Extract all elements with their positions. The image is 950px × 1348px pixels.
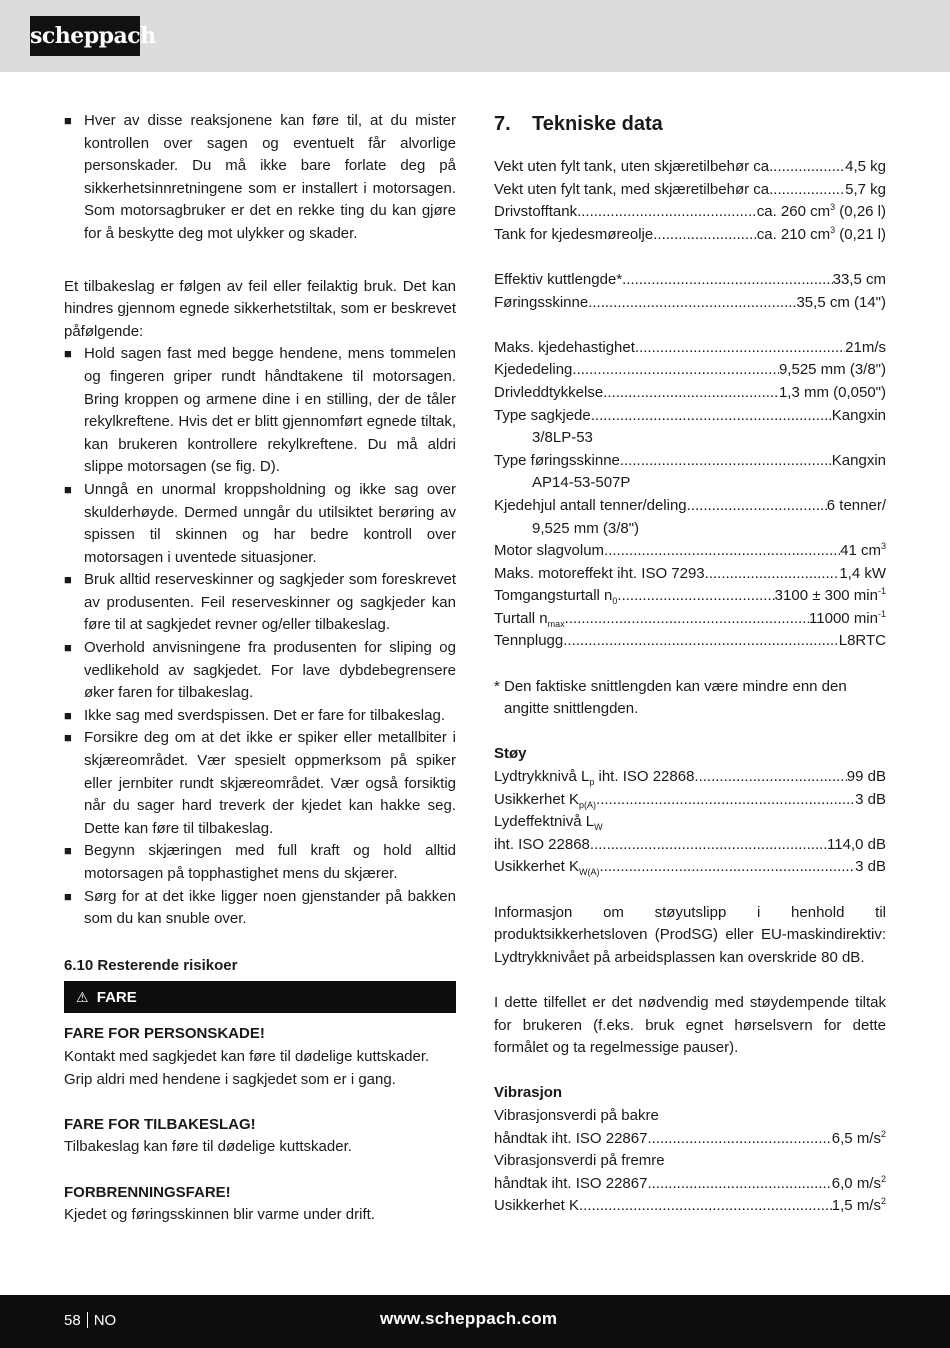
spec-row — [494, 269, 886, 292]
intro-paragraph: Et tilbakeslag er følgen av feil eller feilaktig bruk. Det kan hindres gjennom egnede sikkerhetstiltak, som er beskrevet påfølgende: — [64, 277, 456, 340]
spec-value-sup: 2 — [880, 1128, 886, 1139]
spec-row — [494, 337, 886, 360]
spec-row — [494, 224, 886, 247]
spec-row — [494, 608, 886, 631]
noise-list — [494, 766, 886, 879]
leader-dots — [565, 608, 809, 631]
spec-label — [494, 540, 604, 563]
spec-label — [494, 450, 620, 473]
spec-label-text: Turtall n — [494, 609, 548, 627]
leader-dots — [590, 834, 827, 857]
spec-value — [796, 292, 886, 315]
spec-value-text: 11000 min — [809, 609, 878, 627]
leader-dots — [596, 789, 855, 812]
spec-label — [494, 630, 563, 653]
spec-value-tail: (0,21 l) — [835, 225, 886, 243]
spec-label — [494, 608, 565, 631]
spec-row — [494, 382, 886, 405]
website-link[interactable]: www.scheppach.com — [380, 1309, 558, 1328]
spec-value-sup: 2 — [880, 1173, 886, 1184]
spec-value — [827, 495, 886, 518]
spec-label — [494, 382, 603, 405]
spec-label — [494, 563, 705, 586]
brand-logo: scheppach — [30, 16, 140, 56]
spec-label-text: håndtak iht. ISO 22867 — [494, 1129, 648, 1147]
spec-value-text: Kangxin — [831, 451, 886, 469]
list-item-text: Overhold anvisningene fra produsenten for sliping og vedlikehold av sagkjedet. For lave dybdebegrensere øker faren for tilbakeslag. — [84, 639, 456, 702]
spec-label-text: Vibrasjonsverdi på bakre — [494, 1106, 659, 1124]
spec-value-text: L8RTC — [838, 632, 886, 650]
spec-label — [494, 1173, 647, 1196]
spec-row — [494, 495, 886, 518]
leader-dots — [694, 766, 846, 789]
section-title — [494, 110, 886, 138]
left-column — [64, 110, 456, 1227]
right-column — [494, 110, 886, 1218]
hazard-text: Kontakt med sagkjedet kan føre til dødelige kuttskader. Grip aldri med hendene i sagkjedet som er i gang. — [64, 1047, 430, 1088]
spec-row — [494, 766, 886, 789]
spec-value — [840, 540, 886, 563]
bullet-square-icon: ■ — [64, 572, 72, 588]
leader-dots — [579, 1195, 832, 1218]
spec-label-sub: max — [547, 618, 565, 629]
list-item — [64, 886, 456, 931]
hazard-list — [64, 1023, 456, 1226]
spec-row — [494, 1150, 886, 1173]
spec-value-text: 5,7 kg — [845, 180, 886, 198]
hazard-text: Kjedet og føringsskinnen blir varme under drift. — [64, 1206, 375, 1224]
spec-label-text: Lydtrykknivå L — [494, 768, 590, 786]
spec-row — [494, 1128, 886, 1151]
header-bar — [0, 0, 950, 72]
spec-list-lengths — [494, 269, 886, 314]
spec-label — [494, 179, 769, 202]
spec-label — [494, 811, 603, 834]
spec-label-sub: W — [594, 822, 603, 833]
spec-label-text: iht. ISO 22868 — [494, 835, 590, 853]
spec-row — [494, 630, 886, 653]
spec-value-sup: -1 — [877, 608, 886, 619]
spec-label — [494, 1195, 579, 1218]
section-heading: 6.10 Resterende risikoer — [64, 956, 238, 974]
spec-value — [832, 1173, 886, 1196]
spec-row — [494, 1195, 886, 1218]
spec-value-text: 3 dB — [855, 790, 886, 808]
list-item — [64, 705, 456, 728]
footer-bar — [0, 1295, 950, 1348]
spec-value-sup: 3 — [880, 541, 886, 552]
spec-label-text: Vibrasjonsverdi på fremre — [494, 1152, 665, 1170]
spec-label-text: Effektiv kuttlengde* — [494, 270, 623, 288]
spec-value-text: 114,0 dB — [827, 835, 886, 853]
leader-dots — [687, 495, 827, 518]
spec-label-sub: p(A) — [579, 799, 597, 810]
spec-label-text: Usikkerhet K — [494, 858, 580, 876]
bullet-square-icon: ■ — [64, 888, 72, 904]
spec-label — [494, 269, 622, 292]
spec-value-text: 6,5 m/s — [831, 1129, 881, 1147]
spec-row — [494, 156, 886, 179]
list-item-text: Forsikre deg om at det ikke er spiker eller metallbiter i skjæreområdet. Vær spesielt oppmerksom på spiker eller jernbiter rundt skjæreområdet. Vær også forsiktig når du sager hard treverk der kjedet kan hakke seg. Dette kan føre til tilbakeslag. — [84, 729, 456, 837]
leader-dots — [563, 630, 839, 653]
spec-continuation: 3/8LP-53 — [532, 429, 593, 447]
spec-value-text: 6 tenner/ — [826, 496, 886, 514]
spec-label — [494, 359, 572, 382]
list-item-text: Begynn skjæringen med full kraft og hold alltid motorsagen på topphastighet mens du skjærer. — [84, 842, 456, 882]
spec-value-text: 1,4 kW — [839, 564, 886, 582]
spec-value-text: 6,0 m/s — [831, 1174, 881, 1192]
spec-label-text: Usikkerhet K — [494, 1197, 580, 1215]
spec-list-drive — [494, 337, 886, 653]
spec-value-text: 21m/s — [845, 338, 886, 356]
spec-continuation: AP14-53-507P — [532, 474, 631, 492]
leader-dots — [647, 1173, 831, 1196]
page-indicator — [64, 1310, 116, 1333]
spec-value — [832, 405, 886, 428]
leader-dots — [620, 450, 832, 473]
list-item — [64, 637, 456, 705]
spec-label-text: håndtak iht. ISO 22867 — [494, 1174, 648, 1192]
list-item — [64, 343, 456, 479]
spec-value-text: 3100 ± 300 min — [774, 587, 878, 605]
leader-dots — [769, 156, 845, 179]
spec-value — [839, 630, 886, 653]
spec-label — [494, 1105, 659, 1128]
hazard-text: Tilbakeslag kan føre til dødelige kuttskader. — [64, 1138, 352, 1156]
danger-banner — [64, 981, 456, 1013]
spec-label — [494, 495, 687, 518]
spec-value-sup: -1 — [877, 586, 886, 597]
spec-label-text: Drivstofftank — [494, 203, 578, 221]
hazard-title: FARE FOR PERSONSKADE! — [64, 1025, 265, 1043]
spec-value-text: 41 cm — [840, 542, 881, 560]
spec-label-text: Føringsskinne — [494, 293, 589, 311]
spec-value — [855, 789, 886, 812]
bullet-square-icon: ■ — [64, 843, 72, 859]
leader-dots — [591, 405, 832, 428]
spacer — [64, 1091, 456, 1114]
spec-row — [494, 856, 886, 879]
spec-label-text: Kjededeling — [494, 361, 573, 379]
spec-label — [494, 585, 617, 608]
section-number: 7. — [494, 113, 511, 135]
spec-label-text: Type føringsskinne — [494, 451, 620, 469]
spec-label — [494, 201, 577, 224]
spec-row — [494, 405, 886, 428]
spec-value — [757, 201, 886, 224]
spec-label-text: Usikkerhet K — [494, 790, 580, 808]
spec-value-text: ca. 210 cm — [756, 225, 831, 243]
spec-label — [494, 856, 600, 879]
spec-value-sup: 3 — [830, 224, 836, 235]
spec-label — [494, 1128, 647, 1151]
spec-value-text: 33,5 cm — [832, 270, 886, 288]
spec-label-text: Motor slagvolum — [494, 542, 605, 560]
spec-value — [845, 156, 886, 179]
bullet-square-icon: ■ — [64, 113, 72, 128]
list-item-text: Hold sagen fast med begge hendene, mens tommelen og fingeren griper rundt håndtakene til motorsagen. Bring kroppen og armene dine i en stilling, der de tåler rekylkreftene. Hvis det er blitt gjennomført egnede tiltak, kan brukeren kontrollere rekylkreftene. Du må aldri slippe motorsagen (se fig. D). — [84, 345, 456, 476]
leader-dots — [600, 856, 856, 879]
spec-row — [494, 201, 886, 224]
list-item — [64, 110, 456, 246]
spec-value-text: 35,5 cm (14") — [796, 293, 886, 311]
spec-row — [494, 292, 886, 315]
spec-row — [494, 1105, 886, 1128]
spec-value-text: 3 dB — [855, 858, 886, 876]
spec-continuation: 9,525 mm (3/8") — [532, 519, 640, 537]
list-item — [64, 840, 456, 885]
spec-value — [847, 766, 886, 789]
spec-value-text: 1,3 mm (0,050") — [778, 383, 886, 401]
separator — [87, 1312, 88, 1328]
page-number: 58 — [64, 1312, 81, 1329]
spec-value-text: Kangxin — [831, 406, 886, 424]
spec-label-text: Drivleddtykkelse — [494, 383, 604, 401]
noise-info-2: I dette tilfellet er det nødvendig med støydempende tiltak for brukeren (f.eks. bruk egnet hørselsvern for dette formålet og ta regelmessige pauser). — [494, 993, 886, 1057]
spec-value — [809, 608, 886, 631]
leader-dots — [617, 585, 774, 608]
spec-label-text: Tennplugg — [494, 632, 564, 650]
section-title-text: Tekniske data — [532, 113, 663, 135]
warning-triangle-icon: ⚠ — [76, 989, 89, 1006]
spec-value — [779, 359, 886, 382]
spacer — [64, 1159, 456, 1182]
language-code: NO — [93, 1312, 117, 1329]
vibration-list — [494, 1105, 886, 1218]
spec-value-text: ca. 260 cm — [756, 203, 831, 221]
spec-value-text: 9,525 mm (3/8") — [778, 361, 886, 379]
leader-dots — [577, 201, 757, 224]
spec-value-tail: (0,26 l) — [835, 203, 886, 221]
spec-label-text: Lydeffektnivå L — [494, 813, 595, 831]
spec-value-text: 99 dB — [846, 768, 886, 786]
spec-row — [494, 540, 886, 563]
spec-label-text: Vekt uten fylt tank, uten skjæretilbehør ca — [494, 158, 770, 175]
spec-value — [832, 450, 886, 473]
spec-label — [494, 405, 591, 428]
spec-label-text: Maks. kjedehastighet — [494, 338, 635, 356]
list-item-text: Unngå en unormal kroppsholdning og ikke sag over skulderhøyde. Dermed unngår du utilsiktet berøring av spissen til skinnen og har bedre kontroll over motorsagen i uventede situasjoner. — [84, 480, 456, 566]
leader-dots — [635, 337, 845, 360]
spec-value-text: 4,5 kg — [845, 158, 886, 175]
spec-label — [494, 292, 588, 315]
leader-dots — [647, 1128, 831, 1151]
spec-row — [494, 811, 886, 834]
list-item-text: Sørg for at det ikke ligger noen gjenstander på bakken som du kan snuble over. — [84, 887, 456, 928]
noise-heading: Støy — [494, 745, 527, 763]
spec-row — [494, 789, 886, 812]
spec-value — [827, 834, 886, 857]
spec-value-sup: 3 — [830, 202, 836, 213]
spec-label — [494, 834, 590, 857]
spec-label-text2: iht. ISO 22868 — [594, 768, 695, 786]
leader-dots — [705, 563, 840, 586]
bullet-square-icon: ■ — [64, 481, 72, 497]
spec-row — [494, 359, 886, 382]
bullet-square-icon: ■ — [64, 707, 72, 723]
bullet-square-icon: ■ — [64, 346, 72, 362]
vibration-heading: Vibrasjon — [494, 1084, 563, 1102]
spec-value — [845, 179, 886, 202]
footnote: * Den faktiske snittlengden kan være mindre enn den angitte snittlengden. — [494, 677, 847, 718]
spec-row — [494, 834, 886, 857]
spec-label-sub: 0 — [612, 596, 618, 607]
leader-dots — [603, 382, 779, 405]
spec-value — [839, 563, 886, 586]
list-item — [64, 727, 456, 840]
spec-value — [775, 585, 886, 608]
spec-value — [855, 856, 886, 879]
spec-row — [494, 563, 886, 586]
spec-value — [833, 269, 886, 292]
leader-dots — [604, 540, 840, 563]
bullet-square-icon: ■ — [64, 730, 72, 746]
leader-dots — [653, 224, 757, 247]
list-item-text: Hver av disse reaksjonene kan føre til, at du mister kontrollen over sagen og eventuelt får alvorlige personskader. Du må ikke bare forlate deg på sikkerhetsinnretningene som er installert i motorsagen. Som motorsagbruker er det en rekke ting du kan gjøre for å beskytte deg mot ulykker og skader. — [84, 112, 456, 242]
spec-label-text: Tank for kjedesmøreolje — [494, 225, 654, 243]
spec-value — [832, 1195, 886, 1218]
spec-label — [494, 1150, 665, 1173]
list-item — [64, 569, 456, 637]
spec-label-text: Vekt uten fylt tank, med skjæretilbehør ca — [494, 180, 770, 198]
spec-value — [779, 382, 886, 405]
list-item — [64, 479, 456, 569]
spec-label — [494, 156, 769, 179]
spec-label — [494, 766, 694, 789]
spec-label-text: Type sagkjede — [494, 406, 591, 424]
leader-dots — [769, 179, 845, 202]
spec-row — [494, 450, 886, 473]
danger-label: FARE — [96, 989, 137, 1007]
list-item-text: Ikke sag med sverdspissen. Det er fare for tilbakeslag. — [84, 706, 445, 724]
spec-row — [494, 585, 886, 608]
bullet-square-icon: ■ — [64, 640, 72, 656]
leader-dots — [588, 292, 796, 315]
hazard-title: FORBRENNINGSFARE! — [64, 1183, 231, 1201]
spec-value — [845, 337, 886, 360]
bullet-list — [64, 343, 456, 930]
spec-label — [494, 337, 635, 360]
spec-label-text: Maks. motoreffekt iht. ISO 7293 — [494, 564, 705, 582]
spec-list-weights — [494, 156, 886, 246]
leader-dots — [622, 269, 833, 292]
spec-value-sup: 2 — [880, 1196, 886, 1207]
spec-row — [494, 1173, 886, 1196]
spec-row — [494, 179, 886, 202]
hazard-title: FARE FOR TILBAKESLAG! — [64, 1115, 256, 1133]
noise-info: Informasjon om støyutslipp i henhold til produktsikkerhetsloven (ProdSG) eller EU-maskindirektiv: Lydtrykknivået på arbeidsplassen kan overskride 80 dB. — [494, 903, 886, 966]
spec-label-text: Kjedehjul antall tenner/deling — [494, 496, 687, 514]
spec-label — [494, 224, 653, 247]
spec-label-sub: p — [589, 777, 595, 788]
list-item-text: Bruk alltid reserveskinner og sagkjeder som foreskrevet av produsenten. Feil reserveskinner og sagkjeder kan føre til at sagkjedet revner og/eller tilbakeslag. — [84, 571, 456, 634]
spec-value — [757, 224, 886, 247]
leader-dots — [572, 359, 779, 382]
spec-label-text: Tomgangsturtall n — [494, 587, 613, 605]
spec-label-sub: W(A) — [579, 867, 600, 878]
spec-value-text: 1,5 m/s — [831, 1197, 881, 1215]
spec-label — [494, 789, 596, 812]
spec-value — [832, 1128, 886, 1151]
